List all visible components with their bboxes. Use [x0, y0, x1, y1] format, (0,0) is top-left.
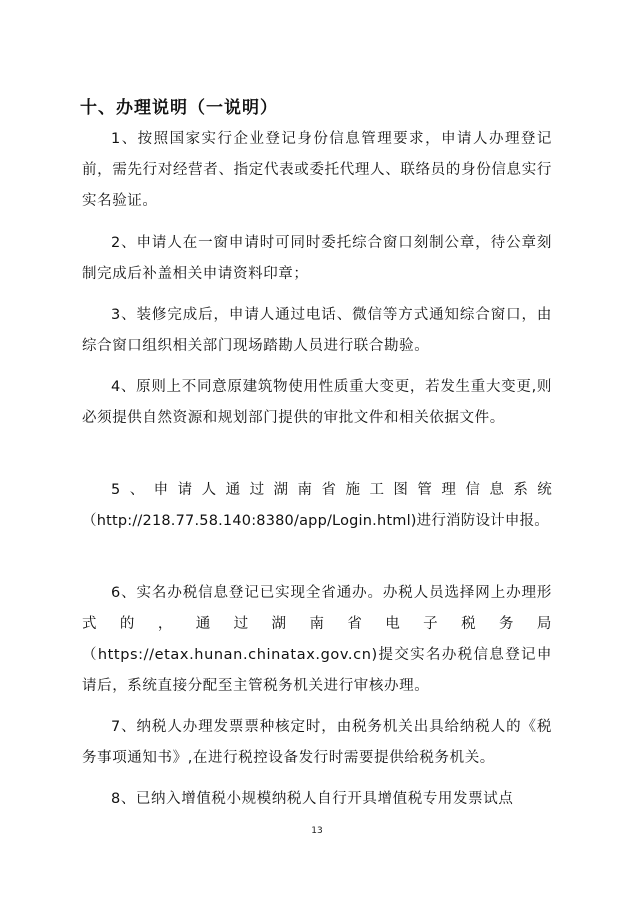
paragraph-2: 2、申请人在一窗申请时可同时委托综合窗口刻制公章，待公章刻制完成后补盖相关申请资料印章；: [82, 235, 552, 282]
paragraph-8: 8、已纳入增值税小规模纳税人自行开具增值税专用发票试点: [111, 791, 514, 807]
page-number: 13: [311, 826, 323, 836]
paragraph-1: 1、按照国家实行企业登记身份信息管理要求，申请人办理登记前，需先行对经营者、指定代表或委托代理人、联络员的身份信息实行实名验证。: [82, 131, 552, 209]
paragraph-5: 5、申请人通过湖南省施工图管理信息系统（http://218.77.58.140:8380/app/Login.html)进行消防设计申报。: [82, 482, 552, 529]
paragraph-7: 7、纳税人办理发票票种核定时，由税务机关出具给纳税人的《税务事项通知书》,在进行税控设备发行时需要提供给税务机关。: [82, 719, 552, 766]
paragraph-3: 3、装修完成后，申请人通过电话、微信等方式通知综合窗口，由综合窗口组织相关部门现场踏勘人员进行联合勘验。: [82, 307, 552, 354]
paragraph-6: 6、实名办税信息登记已实现全省通办。办税人员选择网上办理形式的，通过湖南省电子税务局（https://etax.hunan.chinatax.gov.cn)提交实名办税信息登记申请后，系统直接分配至主管税务机关进行审核办理。: [82, 585, 552, 694]
paragraph-4: 4、原则上不同意原建筑物使用性质重大变更，若发生重大变更,则必须提供自然资源和规划部门提供的审批文件和相关依据文件。: [82, 379, 552, 426]
section-heading: 十、办理说明（一说明）: [80, 98, 278, 118]
